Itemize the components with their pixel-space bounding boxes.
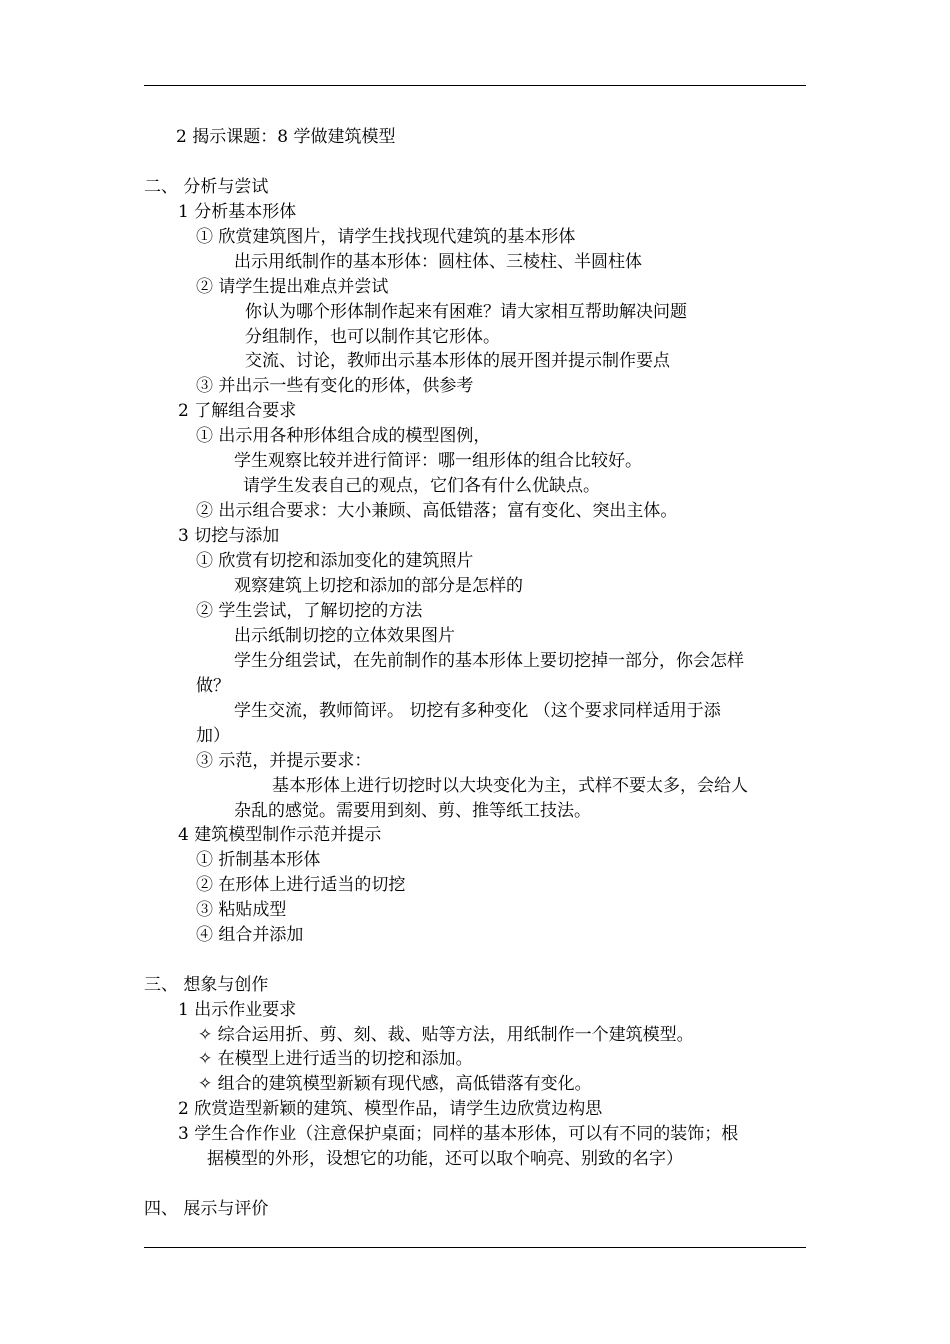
text-line: 你认为哪个形体制作起来有困难？请大家相互帮助解决问题 (245, 302, 687, 322)
list-item: ④ 组合并添加 (196, 925, 304, 945)
list-item: ② 在形体上进行适当的切挖 (196, 875, 406, 895)
text-line: 观察建筑上切挖和添加的部分是怎样的 (234, 576, 523, 596)
text-line: 出示纸制切挖的立体效果图片 (234, 626, 455, 646)
subheading-homework: 1 出示作业要求 (178, 1000, 297, 1020)
bullet-item: ✧ 综合运用折、剪、刻、裁、贴等方法，用纸制作一个建筑模型。 (198, 1025, 694, 1045)
step-reveal-topic: 2 揭示课题：8 学做建筑模型 (176, 127, 396, 147)
list-item: ① 欣赏建筑图片，请学生找找现代建筑的基本形体 (196, 227, 576, 247)
text-line: 基本形体上进行切挖时以大块变化为主，式样不要太多，会给人 (272, 776, 748, 796)
subheading-combination: 2 了解组合要求 (178, 401, 297, 421)
bullet-item: ✧ 在模型上进行适当的切挖和添加。 (198, 1049, 473, 1069)
list-item: ② 学生尝试，了解切挖的方法 (196, 601, 423, 621)
list-item: ③ 示范，并提示要求： (196, 751, 372, 771)
section-heading-4: 四、 展示与评价 (144, 1199, 269, 1219)
bullet-item: ✧ 组合的建筑模型新颖有现代感，高低错落有变化。 (198, 1074, 592, 1094)
list-item: ③ 粘贴成型 (196, 900, 287, 920)
section-heading-2: 二、 分析与尝试 (144, 177, 269, 197)
text-line: 分组制作，也可以制作其它形体。 (245, 327, 500, 347)
list-item: ② 出示组合要求：大小兼顾、高低错落；富有变化、突出主体。 (196, 501, 678, 521)
list-item: ② 请学生提出难点并尝试 (196, 277, 389, 297)
subheading-analyze-shapes: 1 分析基本形体 (178, 202, 297, 222)
text-line: 学生分组尝试，在先前制作的基本形体上要切挖掉一部分，你会怎样 (234, 651, 744, 671)
list-item: ③ 并出示一些有变化的形体，供参考 (196, 376, 474, 396)
text-line: 请学生发表自己的观点，它们各有什么优缺点。 (243, 476, 600, 496)
text-line: 出示用纸制作的基本形体：圆柱体、三棱柱、半圆柱体 (234, 252, 642, 272)
text-line: 杂乱的感觉。需要用到刻、剪、推等纸工技法。 (234, 801, 591, 821)
section-heading-3: 三、 想象与创作 (144, 975, 269, 995)
text-line: 据模型的外形，设想它的功能，还可以取个响亮、别致的名字） (207, 1149, 683, 1169)
list-item: 2 欣赏造型新颖的建筑、模型作品，请学生边欣赏边构思 (178, 1099, 603, 1119)
list-item: 3 学生合作作业（注意保护桌面；同样的基本形体，可以有不同的装饰；根 (178, 1124, 739, 1144)
list-item: ① 折制基本形体 (196, 850, 321, 870)
text-line: 做？ (196, 676, 230, 696)
list-item: ① 出示用各种形体组合成的模型图例， (196, 426, 491, 446)
text-line: 交流、讨论，教师出示基本形体的展开图并提示制作要点 (245, 351, 670, 371)
list-item: ① 欣赏有切挖和添加变化的建筑照片 (196, 551, 474, 571)
footer-rule (144, 1247, 806, 1248)
header-rule (144, 85, 806, 86)
text-line: 学生观察比较并进行简评：哪一组形体的组合比较好。 (234, 451, 642, 471)
text-line: 学生交流，教师简评。 切挖有多种变化 （这个要求同样适用于添 (234, 701, 721, 721)
text-line: 加） (196, 726, 230, 746)
subheading-cut-add: 3 切挖与添加 (178, 526, 280, 546)
subheading-demo: 4 建筑模型制作示范并提示 (178, 825, 382, 845)
